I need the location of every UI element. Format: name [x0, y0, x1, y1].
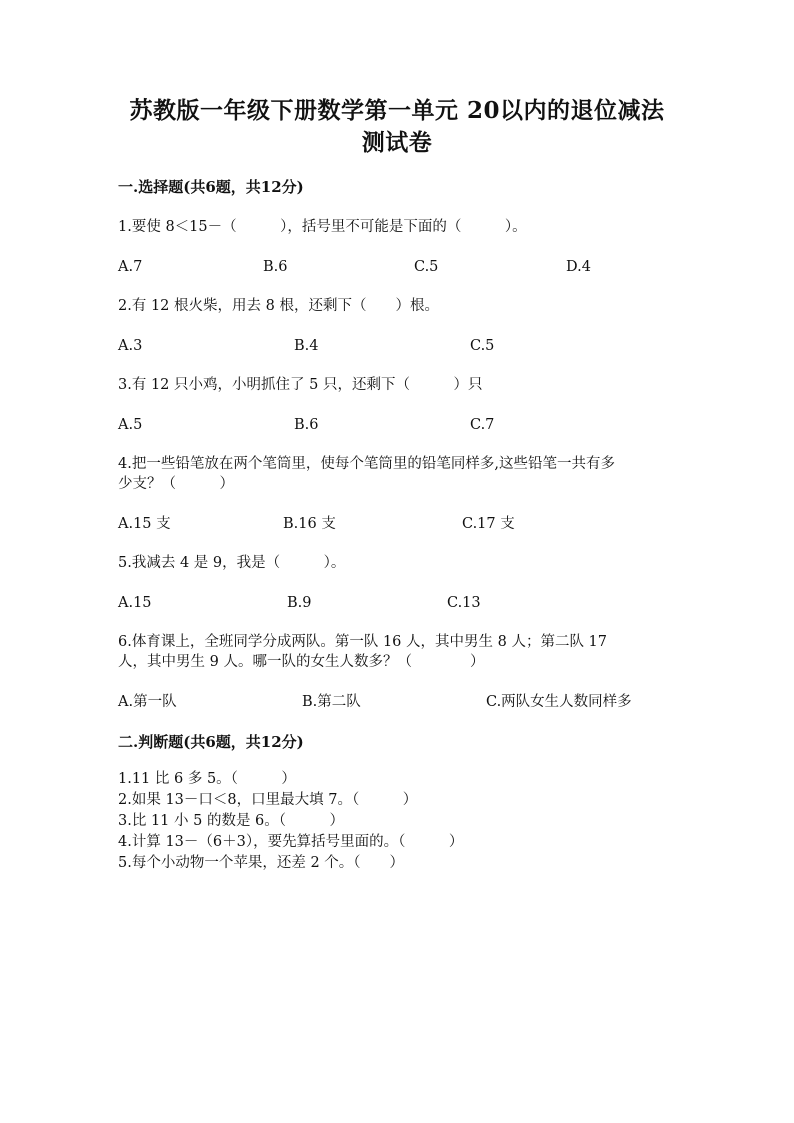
section-heading-judgement: 二.判断题(共6题，共12分) — [118, 733, 304, 751]
q3-option-a: A.5 — [118, 417, 143, 433]
section-heading-choice: 一.选择题(共6题，共12分) — [118, 178, 304, 196]
judgement-item-4: 4.计算 13－（6＋3），要先算括号里面的。（ ） — [118, 834, 464, 850]
judgement-item-3: 3.比 11 小 5 的数是 6。（ ） — [118, 813, 345, 829]
judgement-item-2: 2.如果 13－口＜8，口里最大填 7。（ ） — [118, 792, 418, 808]
q6-option-c: C.两队女生人数同样多 — [486, 694, 632, 710]
q2-option-a: A.3 — [118, 338, 143, 354]
question-5: 5.我减去 4 是 9，我是（ ）。 — [118, 555, 346, 571]
q5-option-a: A.15 — [118, 595, 152, 611]
question-1: 1.要使 8＜15－（ ），括号里不可能是下面的（ ）。 — [118, 219, 527, 235]
q6-option-a: A.第一队 — [118, 694, 177, 710]
q1-option-b: B.6 — [263, 259, 288, 275]
q2-option-b: B.4 — [294, 338, 319, 354]
q4-option-c: C.17 支 — [462, 516, 515, 532]
q3-option-c: C.7 — [470, 417, 495, 433]
question-6-line1: 6.体育课上，全班同学分成两队。第一队 16 人，其中男生 8 人；第二队 17 — [118, 634, 608, 650]
q3-option-b: B.6 — [294, 417, 319, 433]
q5-option-b: B.9 — [287, 595, 312, 611]
q1-option-c: C.5 — [414, 259, 439, 275]
question-2: 2.有 12 根火柴，用去 8 根，还剩下（ ）根。 — [118, 298, 439, 314]
exam-title-line2: 测试卷 — [361, 129, 433, 156]
judgement-item-1: 1.11 比 6 多 5。（ ） — [118, 771, 296, 787]
q2-option-c: C.5 — [470, 338, 495, 354]
question-4-line2: 少支？（ ） — [118, 476, 234, 492]
q1-option-d: D.4 — [566, 259, 591, 275]
exam-title-line1: 苏教版一年级下册数学第一单元 20以内的退位减法 — [129, 97, 665, 124]
judgement-item-5: 5.每个小动物一个苹果，还差 2 个。（ ） — [118, 855, 405, 871]
q1-option-a: A.7 — [118, 259, 143, 275]
question-3: 3.有 12 只小鸡，小明抓住了 5 只，还剩下（ ）只 — [118, 377, 483, 393]
q5-option-c: C.13 — [447, 595, 481, 611]
q6-option-b: B.第二队 — [302, 694, 361, 710]
question-4-line1: 4.把一些铅笔放在两个笔筒里，使每个笔筒里的铅笔同样多,这些铅笔一共有多 — [118, 456, 615, 472]
q4-option-b: B.16 支 — [283, 516, 336, 532]
q4-option-a: A.15 支 — [118, 516, 171, 532]
question-6-line2: 人，其中男生 9 人。哪一队的女生人数多？（ ） — [118, 654, 485, 670]
